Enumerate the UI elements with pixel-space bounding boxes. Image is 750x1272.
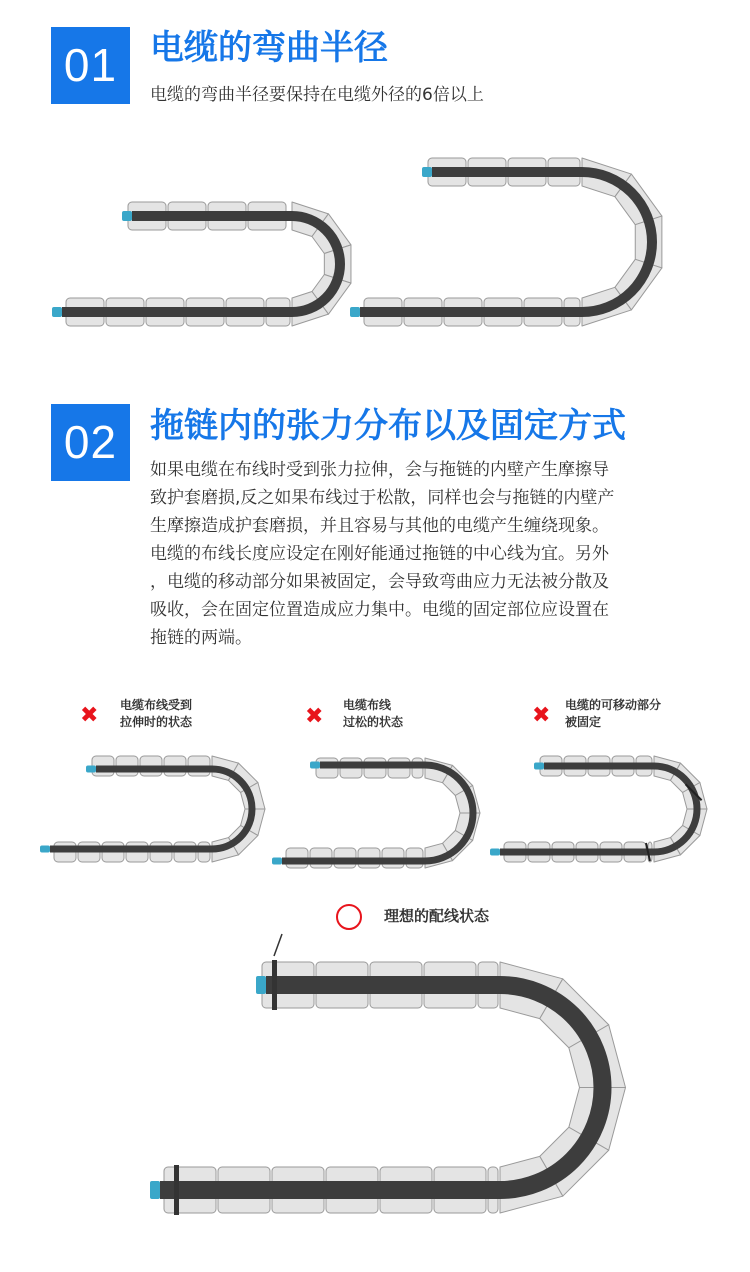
caption-line: 电缆的可移动部分 xyxy=(565,698,662,712)
paragraph-line: 吸收，会在固定位置造成应力集中。电缆的固定部位应设置在 xyxy=(150,600,609,620)
wrong-mark-icon: ✖ xyxy=(532,703,551,728)
pointer-line xyxy=(274,934,282,956)
fixing-clamp xyxy=(174,1165,179,1215)
wrong-mark-icon: ✖ xyxy=(80,703,99,728)
paragraph-line: 生摩擦造成护套磨损，并且容易与其他的电缆产生缠绕现象。 xyxy=(150,516,609,536)
caption-line: 电缆布线 xyxy=(343,698,392,712)
caption-line: 电缆布线受到 xyxy=(120,698,193,712)
section-title: 电缆的弯曲半径 xyxy=(150,28,388,68)
paragraph-line: 致护套磨损,反之如果布线过于松散，同样也会与拖链的内壁产 xyxy=(150,488,615,508)
paragraph-line: 电缆的布线长度应设定在刚好能通过拖链的中心线为宜。另外 xyxy=(150,544,609,564)
section-number-badge: 01 xyxy=(51,27,130,104)
cable-connector xyxy=(150,1181,160,1199)
paragraph-line: 拖链的两端。 xyxy=(150,628,252,648)
caption-line: 过松的状态 xyxy=(343,715,404,729)
section-title: 拖链内的张力分布以及固定方式 xyxy=(150,406,626,446)
section-subtitle: 电缆的弯曲半径要保持在电缆外径的6倍以上 xyxy=(150,85,484,105)
caption-line: 被固定 xyxy=(565,715,602,729)
paragraph-line: 如果电缆在布线时受到张力拉伸，会与拖链的内壁产生摩擦导 xyxy=(150,460,609,480)
caption-line: 拉伸时的状态 xyxy=(120,715,193,729)
wrong-mark-icon: ✖ xyxy=(305,704,324,729)
ideal-state-label: 理想的配线状态 xyxy=(384,907,490,925)
paragraph-line: ，电缆的移动部分如果被固定，会导致弯曲应力无法被分散及 xyxy=(150,572,609,592)
section-number-badge: 02 xyxy=(51,404,130,481)
cable-connector xyxy=(256,976,266,994)
fixing-clamp xyxy=(272,960,277,1010)
